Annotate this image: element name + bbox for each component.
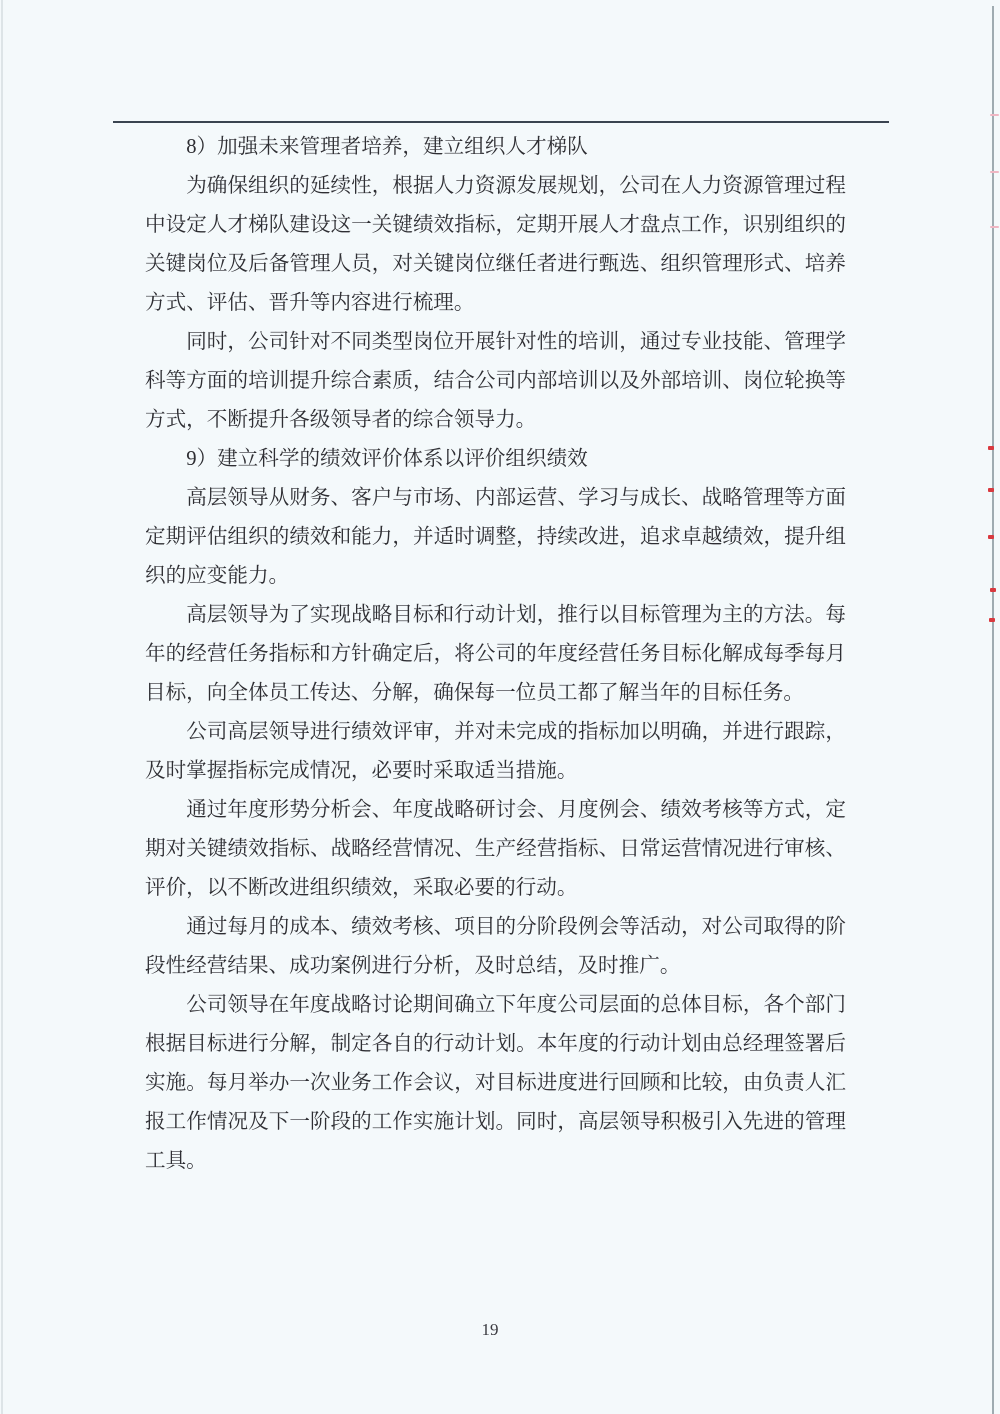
section-heading: 8）加强未来管理者培养，建立组织人才梯队 bbox=[186, 136, 588, 158]
paragraph: 通过年度形势分析会、年度战略研讨会、月度例会、绩效考核等方式，定期对关键绩效指标、战略经营情况、生产经营指标、日常运营情况进行审核、评价，以不断改进组织绩效，采取必要的行动。 bbox=[145, 799, 846, 899]
pink-tick-mark bbox=[990, 171, 999, 173]
pink-tick-mark bbox=[990, 226, 999, 228]
red-speck-mark bbox=[988, 535, 994, 539]
paragraph: 高层领导从财务、客户与市场、内部运营、学习与成长、战略管理等方面定期评估组织的绩效和能力，并适时调整，持续改进，追求卓越绩效，提升组织的应变能力。 bbox=[145, 487, 846, 587]
paragraph: 通过每月的成本、绩效考核、项目的分阶段例会等活动，对公司取得的阶段性经营结果、成功案例进行分析，及时总结，及时推广。 bbox=[145, 916, 846, 977]
paragraph: 同时，公司针对不同类型岗位开展针对性的培训，通过专业技能、管理学科等方面的培训提升综合素质，结合公司内部培训以及外部培训、岗位轮换等方式，不断提升各级领导者的综合领导力。 bbox=[145, 331, 846, 431]
section-heading: 9）建立科学的绩效评价体系以评价组织绩效 bbox=[186, 448, 588, 470]
paragraph: 公司高层领导进行绩效评审，并对未完成的指标加以明确，并进行跟踪，及时掌握指标完成情况，必要时采取适当措施。 bbox=[145, 721, 846, 782]
pink-tick-mark bbox=[990, 114, 999, 116]
document-body bbox=[145, 128, 846, 1181]
red-speck-mark bbox=[988, 488, 994, 492]
red-speck-mark bbox=[988, 446, 994, 450]
scan-edge-right-line bbox=[992, 6, 994, 1414]
red-speck-mark bbox=[989, 618, 995, 622]
page-number: 19 bbox=[481, 1320, 499, 1339]
paragraph: 公司领导在年度战略讨论期间确立下年度公司层面的总体目标，各个部门根据目标进行分解，制定各自的行动计划。本年度的行动计划由总经理签署后实施。每月举办一次业务工作会议，对目标进度进行回顾和比较，由负责人汇报工作情况及下一阶段的工作实施计划。同时，高层领导积极引入先进的管理工具。 bbox=[145, 994, 846, 1172]
paragraph: 为确保组织的延续性，根据人力资源发展规划，公司在人力资源管理过程中设定人才梯队建设这一关键绩效指标，定期开展人才盘点工作，识别组织的关键岗位及后备管理人员，对关键岗位继任者进行甄选、组织管理形式、培养方式、评估、晋升等内容进行梳理。 bbox=[145, 175, 846, 314]
red-speck-mark bbox=[990, 588, 996, 592]
header-rule bbox=[113, 121, 889, 123]
scan-edge-left-line bbox=[1, 0, 3, 1414]
paragraph: 高层领导为了实现战略目标和行动计划，推行以目标管理为主的方法。每年的经营任务指标和方针确定后，将公司的年度经营任务目标化解成每季每月目标，向全体员工传达、分解，确保每一位员工都了解当年的目标任务。 bbox=[145, 604, 846, 704]
